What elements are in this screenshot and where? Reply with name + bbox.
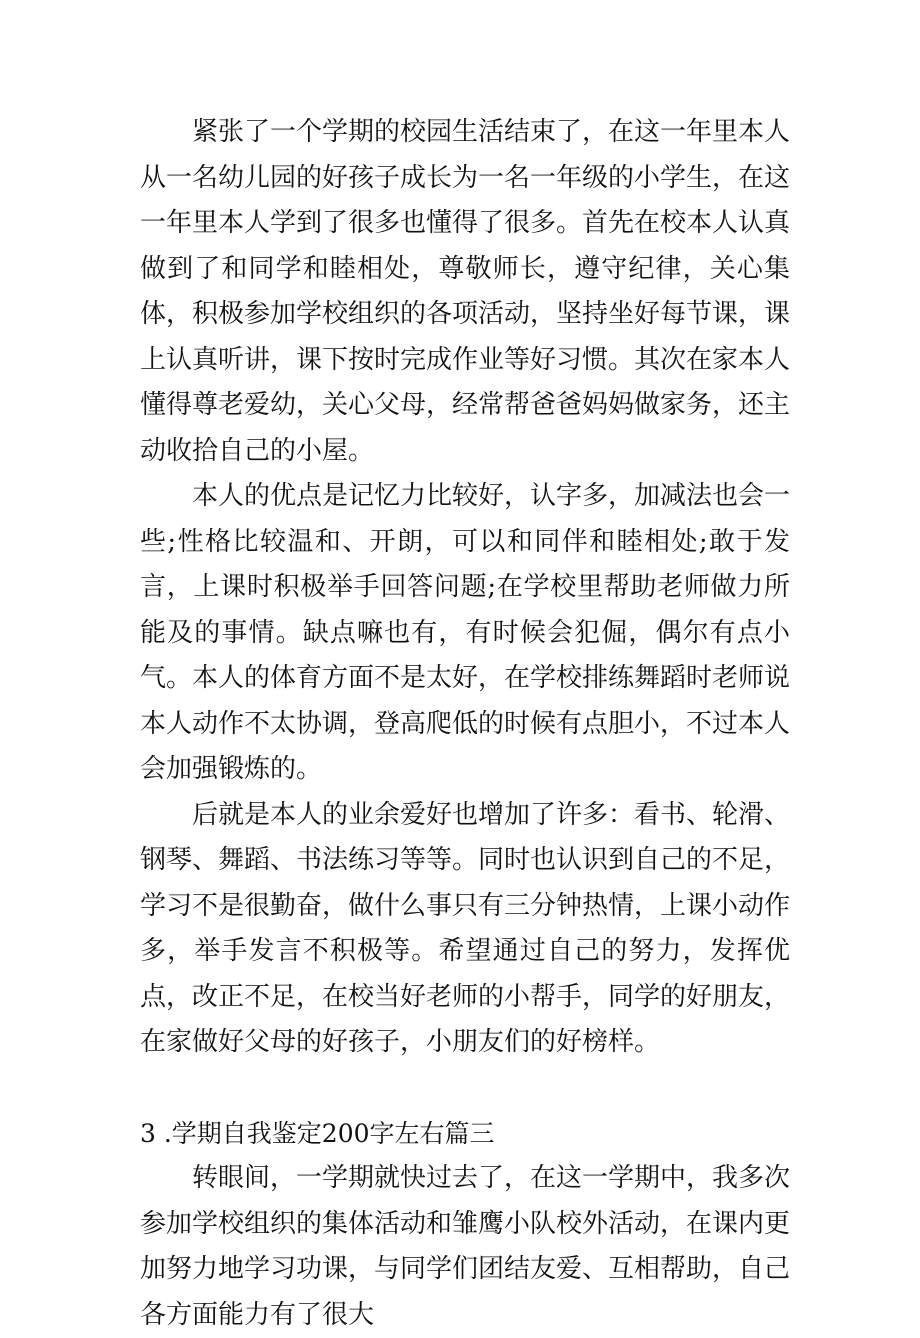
document-body — [140, 110, 790, 1338]
section-paragraph: 转眼间，一学期就快过去了，在这一学期中，我多次参加学校组织的集体活动和雏鹰小队校外活动，在课内更加努力地学习功课，与同学们团结友爱、互相帮助，自己各方面能力有了很大 — [140, 1163, 791, 1330]
section-heading: 3 .学期自我鉴定200字左右篇三 — [140, 1118, 495, 1148]
paragraph-2: 本人的优点是记忆力比较好，认字多，加减法也会一些;性格比较温和、开朗，可以和同伴和睦相处;敢于发言，上课时积极举手回答问题;在学校里帮助老师做力所能及的事情。缺点嘛也有，有时候会犯倔，偶尔有点小气。本人的体育方面不是太好，在学校排练舞蹈时老师说本人动作不太协调，登高爬低的时候有点胆小，不过本人会加强锻炼的。 — [140, 481, 791, 784]
paragraph-3: 后就是本人的业余爱好也增加了许多：看书、轮滑、钢琴、舞蹈、书法练习等等。同时也认识到自己的不足，学习不是很勤奋，做什么事只有三分钟热情，上课小动作多，举手发言不积极等。希望通过自己的努力，发挥优点，改正不足，在校当好老师的小帮手，同学的好朋友，在家做好父母的好孩子，小朋友们的好榜样。 — [140, 799, 791, 1057]
paragraph-1: 紧张了一个学期的校园生活结束了，在这一年里本人从一名幼儿园的好孩子成长为一名一年级的小学生，在这一年里本人学到了很多也懂得了很多。首先在校本人认真做到了和同学和睦相处，尊敬师长，遵守纪律，关心集体，积极参加学校组织的各项活动，坚持坐好每节课，课上认真听讲，课下按时完成作业等好习惯。其次在家本人懂得尊老爱幼，关心父母，经常帮爸爸妈妈做家务，还主动收拾自己的小屋。 — [140, 117, 791, 466]
